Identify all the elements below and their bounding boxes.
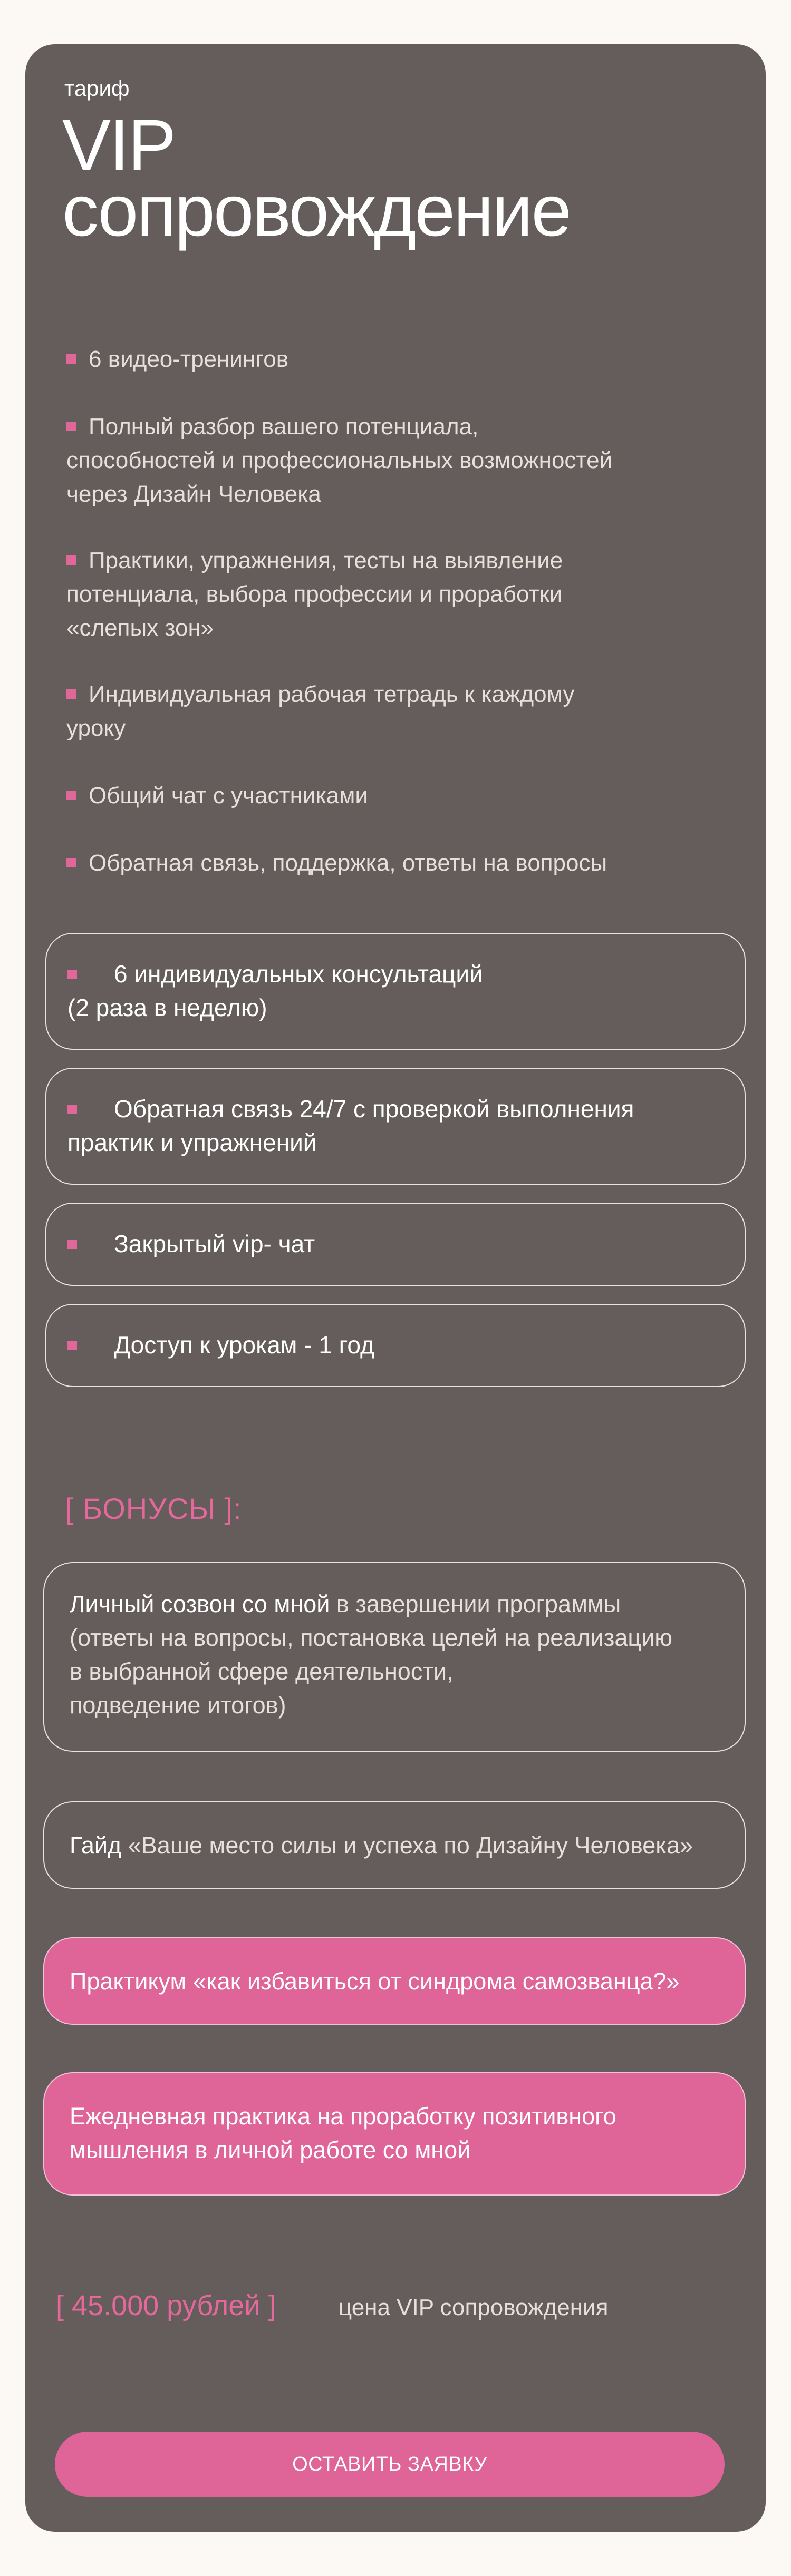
feature-item: Общий чат с участниками <box>66 779 689 813</box>
bonus-card: Личный созвон со мной в завершении программы (ответы на вопросы, постановка целей на реализацию в выбранной сфере деятельности, подведение итогов) <box>43 1562 746 1752</box>
submit-application-button[interactable]: ОСТАВИТЬ ЗАЯВКУ <box>55 2432 725 2497</box>
bonus-card-highlighted: Ежедневная практика на проработку позитивного мышления в личной работе со мной <box>43 2072 746 2196</box>
tariff-label: тариф <box>64 76 130 101</box>
bullet-icon <box>67 1341 77 1350</box>
bullet-icon <box>66 422 76 431</box>
bullet-icon <box>67 1105 77 1114</box>
price-value: [ 45.000 рублей ] <box>56 2290 276 2321</box>
bullet-icon <box>67 1240 77 1249</box>
tariff-title-line2: сопровождение <box>62 170 571 252</box>
bullet-icon <box>66 858 76 867</box>
vip-feature-pill: Закрытый vip- чат <box>45 1203 746 1286</box>
bullet-icon <box>66 354 76 364</box>
feature-item: Полный разбор вашего потенциала, способностей и профессиональных возможностей через Дизайн Человека <box>66 414 613 507</box>
bonus-card: Гайд «Ваше место силы и успеха по Дизайну Человека» <box>43 1801 746 1889</box>
tariff-title-line1: VIP <box>62 105 175 186</box>
bullet-icon <box>66 689 76 699</box>
feature-item: Обратная связь, поддержка, ответы на вопросы <box>66 846 689 880</box>
vip-feature-pill: Обратная связь 24/7 с проверкой выполнения практик и упражнений <box>45 1068 746 1185</box>
bullet-icon <box>66 791 76 800</box>
bullet-icon <box>66 555 76 565</box>
feature-item: Практики, упражнения, тесты на выявление потенциала, выбора профессии и проработки «слепых зон» <box>66 548 563 641</box>
tariff-card <box>25 44 766 2532</box>
bullet-icon <box>67 970 77 979</box>
feature-item: Индивидуальная рабочая тетрадь к каждому уроку <box>66 681 575 741</box>
vip-feature-pill: Доступ к урокам - 1 год <box>45 1304 746 1387</box>
vip-feature-pill: 6 индивидуальных консультаций (2 раза в неделю) <box>45 933 746 1050</box>
price-caption: цена VIP сопровождения <box>339 2295 609 2320</box>
bonus-card-highlighted: Практикум «как избавиться от синдрома самозванца?» <box>43 1937 746 2025</box>
feature-item: 6 видео-тренингов <box>66 343 689 376</box>
tariff-title <box>62 105 571 252</box>
bonuses-title: [ БОНУСЫ ]: <box>65 1492 242 1525</box>
